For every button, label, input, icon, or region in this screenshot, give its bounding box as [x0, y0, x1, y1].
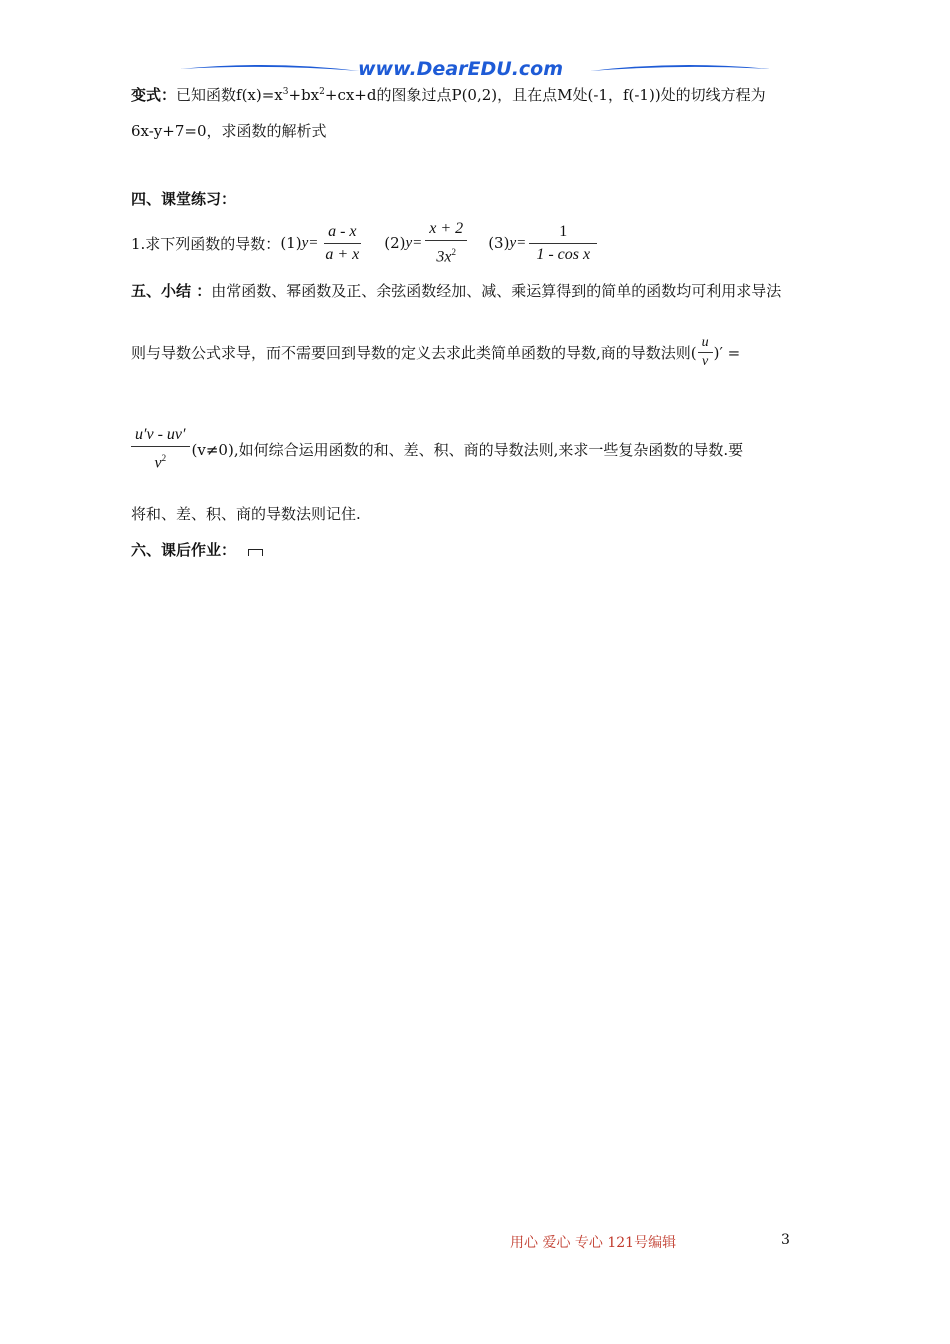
header-logo: [180, 56, 770, 86]
section-5-text-2-tail: )′ =: [713, 343, 741, 362]
exercise-1-numerator: a - x: [324, 221, 360, 244]
logo-text: www.DearEDU.com: [358, 58, 564, 80]
exercise-1-denominator: a + x: [325, 245, 360, 263]
exercise-3-label: (3): [488, 234, 510, 253]
exercise-2-label: (2): [384, 234, 406, 253]
exercise-prefix: 1.求下列函数的导数：: [131, 234, 281, 253]
exercise-3-fraction: [529, 221, 597, 266]
section-5-line-1: [131, 280, 781, 301]
logo-swoosh-right: [590, 62, 770, 76]
section-5-title: 五、小结 ：: [131, 282, 212, 300]
quotient-denominator: v: [702, 354, 709, 369]
quotient-rule-denominator-base: v: [154, 454, 162, 472]
variant-sup-2: 2: [319, 87, 325, 97]
exercise-line: [131, 218, 600, 268]
exercise-1-fraction: [321, 221, 363, 266]
variant-text-b: +bx: [288, 86, 320, 104]
exercise-2-y: y=: [405, 234, 423, 251]
section-6-title: 六、课后作业：: [131, 541, 237, 559]
quotient-rule-denominator-sup: 2: [161, 453, 167, 463]
section-5-line-3: [131, 424, 743, 474]
exercise-2-denominator-base: 3x: [436, 248, 452, 266]
exercise-3-y: y=: [509, 234, 527, 251]
variant-line-1: [131, 84, 766, 105]
section-5-line-2: [131, 334, 740, 371]
section-5-line-4: 将和、差、积、商的导数法则记住.: [131, 505, 361, 523]
anchor-mark: [248, 549, 263, 556]
variant-sup-3: 3: [282, 87, 289, 97]
page-number: 3: [781, 1232, 790, 1248]
quotient-rule-numerator: u′v - uv′: [131, 424, 190, 447]
footer-text: 用心 爱心 专心 121号编辑: [510, 1235, 677, 1251]
section-4-title: 四、课堂练习：: [131, 190, 237, 208]
quotient-rule-denominator: [150, 447, 170, 474]
variant-text-a: 已知函数f(x)=x: [176, 86, 283, 104]
exercise-3-numerator: 1: [529, 221, 597, 244]
variant-line-2: 6x-y+7=0，求函数的解析式: [131, 122, 327, 140]
quotient-fraction: [698, 334, 713, 371]
section-5-text-3: (v≠0),如何综合运用函数的和、差、积、商的导数法则,来求一些复杂函数的导数.要: [191, 440, 744, 459]
variant-text-c: +cx+d的图象过点P(0,2)，且在点M处(-1，f(-1))处的切线方程为: [324, 86, 766, 104]
quotient-rule-fraction: [131, 424, 190, 474]
exercise-2-numerator: x + 2: [425, 218, 467, 241]
exercise-1-label: (1): [280, 234, 302, 253]
logo-swoosh-left: [180, 62, 360, 76]
exercise-3-denominator: 1 - cos x: [536, 245, 591, 263]
section-5-text-2: 则与导数公式求导，而不需要回到导数的定义去求此类简单函数的导数,商的导数法则(: [131, 344, 697, 362]
quotient-numerator: u: [698, 334, 713, 353]
exercise-1-y: y=: [301, 234, 319, 251]
exercise-2-denominator-sup: 2: [451, 247, 457, 257]
variant-label: 变式：: [131, 86, 177, 104]
section-5-text-1: 由常函数、幂函数及正、余弦函数经加、减、乘运算得到的简单的函数均可利用求导法: [211, 282, 782, 300]
exercise-2-fraction: [425, 218, 467, 268]
exercise-2-denominator: [432, 241, 460, 268]
